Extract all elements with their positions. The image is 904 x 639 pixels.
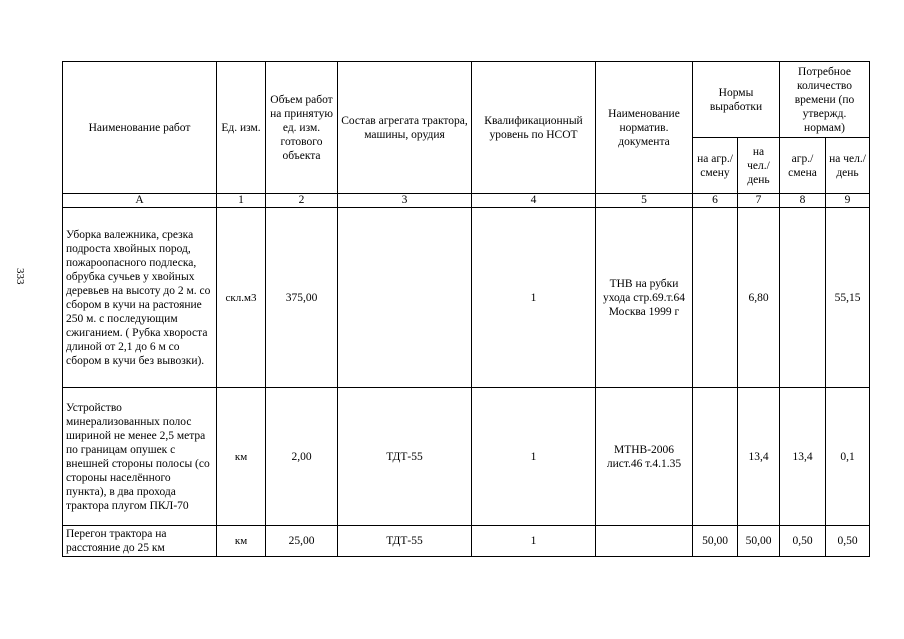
column-number: 4	[472, 194, 596, 208]
table-row	[63, 526, 870, 557]
cell-aggregate	[338, 208, 472, 388]
cell-time-chel: 0,50	[826, 526, 870, 557]
cell-unit: скл.м3	[217, 208, 266, 388]
header-time-chel: на чел./ день	[826, 138, 870, 194]
cell-work: Перегон трактора на расстояние до 25 км	[63, 526, 217, 557]
cell-document: ТНВ на рубки ухода стр.69.т.64 Москва 1999 г	[596, 208, 693, 388]
table-row	[63, 388, 870, 526]
cell-norm-chel: 50,00	[738, 526, 780, 557]
header-time: Потребное количество времени (по утвержд. нормам)	[780, 62, 870, 138]
column-number: 1	[217, 194, 266, 208]
page-number: 333	[14, 268, 26, 285]
cell-document	[596, 526, 693, 557]
cell-qualification: 1	[472, 526, 596, 557]
cell-qualification: 1	[472, 208, 596, 388]
cell-norm-chel: 6,80	[738, 208, 780, 388]
cell-time-agr: 13,4	[780, 388, 826, 526]
cell-time-chel: 55,15	[826, 208, 870, 388]
header-time-agr: агр./ смена	[780, 138, 826, 194]
header-aggregate: Состав агрегата трактора, машины, орудия	[338, 62, 472, 194]
header-unit: Ед. изм.	[217, 62, 266, 194]
cell-time-agr	[780, 208, 826, 388]
cell-document: МТНВ-2006 лист.46 т.4.1.35	[596, 388, 693, 526]
column-numbers-row	[63, 194, 870, 208]
cell-qualification: 1	[472, 388, 596, 526]
cell-norm-chel: 13,4	[738, 388, 780, 526]
norms-table	[62, 61, 870, 557]
table-row	[63, 208, 870, 388]
cell-aggregate: ТДТ-55	[338, 526, 472, 557]
header-row-1	[63, 62, 870, 138]
header-volume: Объем работ на принятую ед. изм. готового объекта	[266, 62, 338, 194]
cell-volume: 25,00	[266, 526, 338, 557]
header-norm-chel: на чел./ день	[738, 138, 780, 194]
cell-norm-agr	[693, 388, 738, 526]
header-norm-agr: на агр./ смену	[693, 138, 738, 194]
cell-aggregate: ТДТ-55	[338, 388, 472, 526]
cell-norm-agr	[693, 208, 738, 388]
header-work-name: Наименование работ	[63, 62, 217, 194]
header-document: Наименование норматив. документа	[596, 62, 693, 194]
column-number: 8	[780, 194, 826, 208]
header-norms: Нормы выработки	[693, 62, 780, 138]
column-number: 6	[693, 194, 738, 208]
column-number: 5	[596, 194, 693, 208]
cell-work: Устройство минерализованных полос шириной не менее 2,5 метра по границам опушек с внешней стороны полосы (со стороны населённого пункта), в два прохода трактора плугом ПКЛ-70	[63, 388, 217, 526]
column-number: 9	[826, 194, 870, 208]
cell-unit: км	[217, 526, 266, 557]
column-number: 3	[338, 194, 472, 208]
cell-volume: 2,00	[266, 388, 338, 526]
header-qualification: Квалификационный уровень по НСОТ	[472, 62, 596, 194]
column-number: 2	[266, 194, 338, 208]
cell-unit: км	[217, 388, 266, 526]
column-number: 7	[738, 194, 780, 208]
cell-time-agr: 0,50	[780, 526, 826, 557]
cell-work: Уборка валежника, срезка подроста хвойных пород, пожароопасного подлеска, обрубка сучьев у хвойных деревьев на высоту до 2 м. со сбором в кучи на растояние 250 м. с последующим сжиганием. ( Рубка хвороста длиной от 2,1 до 6 м со сбором в кучи без вывозки).	[63, 208, 217, 388]
cell-norm-agr: 50,00	[693, 526, 738, 557]
cell-time-chel: 0,1	[826, 388, 870, 526]
column-number: А	[63, 194, 217, 208]
cell-volume: 375,00	[266, 208, 338, 388]
